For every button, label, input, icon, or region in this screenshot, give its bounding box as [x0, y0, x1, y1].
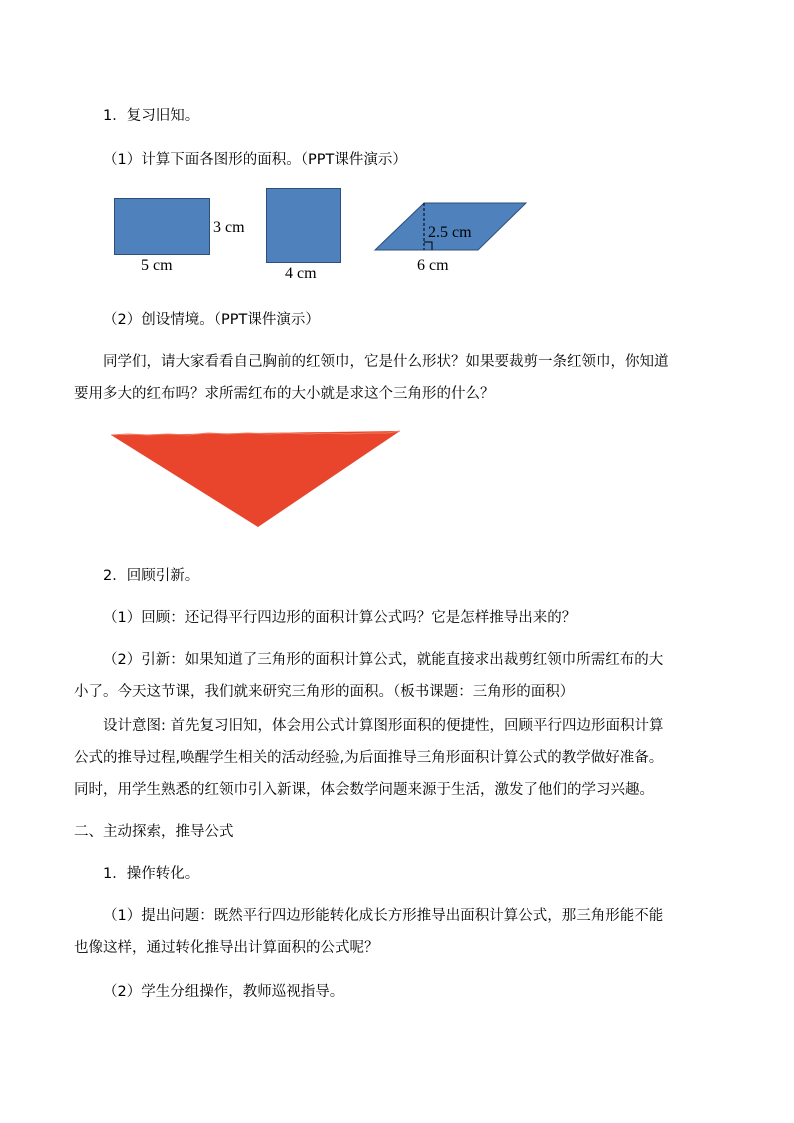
item-review: （1）回顾：还记得平行四边形的面积计算公式吗？它是怎样推导出来的？	[103, 610, 577, 626]
design-intent-3: 同时，用学生熟悉的红领巾引入新课，体会数学问题来源于生活，激发了他们的学习兴趣。	[74, 782, 654, 798]
rectangle-width-label: 5 cm	[141, 257, 173, 274]
section-review-new: 2．回顾引新。	[103, 568, 200, 584]
parallelogram-base-label: 6 cm	[417, 257, 449, 274]
square-side-label: 4 cm	[285, 265, 317, 282]
design-intent-1: 设计意图: 首先复习旧知，体会用公式计算图形面积的便捷性，回顾平行四边形面积计算	[103, 718, 664, 734]
square-shape	[266, 188, 341, 263]
item-operation: 1．操作转化。	[103, 866, 200, 882]
paragraph-scarf-question-2: 要用多大的红布吗？求所需红布的大小就是求这个三角形的什么？	[74, 386, 495, 402]
rectangle-height-label: 3 cm	[213, 219, 245, 236]
item-introduce-2: 小了。今天这节课，我们就来研究三角形的面积。（板书课题：三角形的面积）	[74, 684, 575, 700]
item-ask-question-1: （1）提出问题：既然平行四边形能转化成长方形推导出面积计算公式，那三角形能不能	[103, 908, 664, 924]
item-ask-question-2: 也像这样，通过转化推导出计算面积的公式呢？	[74, 940, 379, 956]
design-intent-2: 公式的推导过程,唤醒学生相关的活动经验,为后面推导三角形面积计算公式的教学做好准备。	[74, 750, 664, 766]
item-introduce-1: （2）引新：如果知道了三角形的面积计算公式，就能直接求出裁剪红领巾所需红布的大	[103, 652, 664, 668]
item-compute-area: （1）计算下面各图形的面积。（PPT课件演示）	[103, 152, 407, 168]
item-group-work: （2）学生分组操作，教师巡视指导。	[103, 984, 345, 1000]
red-scarf-triangle	[108, 428, 404, 530]
section-heading-2: 二、主动探索，推导公式	[74, 824, 234, 840]
paragraph-scarf-question-1: 同学们，请大家看看自己胸前的红领巾，它是什么形状？如果要裁剪一条红领巾，你知道	[103, 354, 669, 370]
parallelogram-height-label: 2.5 cm	[428, 224, 472, 241]
section-review: 1．复习旧知。	[103, 108, 200, 124]
item-create-scenario: （2）创设情境。（PPT课件演示）	[103, 312, 320, 328]
rectangle-shape	[114, 198, 210, 255]
